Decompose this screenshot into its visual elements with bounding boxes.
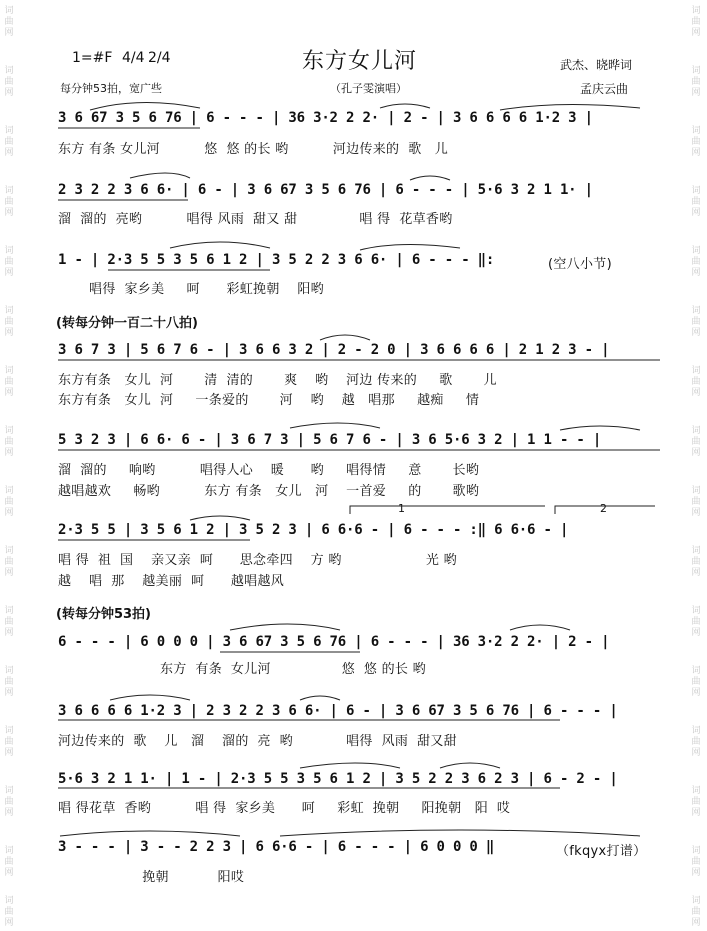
volta-bracket — [350, 506, 545, 514]
slur — [170, 242, 270, 248]
lyric-line: 唱得 家乡美 呵 彩虹挽朝 阳哟 — [58, 282, 324, 297]
notation-line: 3 6 7 3 | 5 6 7 6 - | 3 6 6 3 2 | 2 - 2 0 | 3 6 6 6 6 | 2 1 2 3 - | — [58, 342, 610, 358]
watermark-left: 词曲网 — [4, 726, 14, 758]
watermark-right: 词曲网 — [691, 426, 701, 458]
song-title: 东方女儿河 — [302, 49, 418, 74]
notation-line: 3 6 67 3 5 6 76 | 6 - - - | 36 3·2 2 2· | 2 - | 3 6 6 6 6 1·2 3 | — [58, 110, 593, 126]
notation-line: 3 6 6 6 6 1·2 3 | 2 3 2 2 3 6 6· | 6 - | 3 6 67 3 5 6 76 | 6 - - - | — [58, 703, 618, 719]
lyric-line: 越唱越欢 畅哟 东方 有条 女儿 河 一首爱 的 歌哟 — [58, 484, 480, 499]
volta-2-label: 2 — [600, 502, 607, 515]
watermark-right: 词曲网 — [691, 186, 701, 218]
watermark-left: 词曲网 — [4, 426, 14, 458]
repeat-instruction: (空八小节) — [548, 257, 612, 272]
watermark-right: 词曲网 — [691, 66, 701, 98]
lyric-line: 溜 溜的 亮哟 唱得 风雨 甜又 甜 唱 得 花草香哟 — [58, 212, 453, 227]
slur — [440, 763, 500, 768]
time-signature-1: 4/4 — [122, 50, 145, 66]
watermark-left: 词曲网 — [4, 606, 14, 638]
lyric-line: 唱 得花草 香哟 唱 得 家乡美 呵 彩虹 挽朝 阳挽朝 阳 哎 — [58, 801, 511, 816]
slur — [300, 696, 340, 700]
watermark-right: 词曲网 — [691, 6, 701, 38]
lyricist-credit: 武杰、晓晔词 — [560, 58, 633, 72]
composer-credit: 孟庆云曲 — [580, 82, 629, 96]
slur — [230, 624, 340, 630]
watermark-left: 词曲网 — [4, 66, 14, 98]
slur — [60, 831, 240, 836]
tempo-marking: 每分钟53拍，宽广些 — [60, 82, 162, 95]
notation-line: 1 - | 2·3 5 5 3 5 6 1 2 | 3 5 2 2 3 6 6· | 6 - - - ‖: — [58, 252, 495, 268]
slur — [130, 173, 190, 178]
watermark-left: 词曲网 — [4, 126, 14, 158]
slur — [320, 335, 370, 340]
slur — [280, 830, 640, 836]
watermark-right: 词曲网 — [691, 546, 701, 578]
slur — [190, 516, 250, 520]
notation-line: 6 - - - | 6 0 0 0 | 3 6 67 3 5 6 76 | 6 - - - | 36 3·2 2 2· | 2 - | — [58, 634, 610, 650]
watermark-left: 词曲网 — [4, 246, 14, 278]
watermark-right: 词曲网 — [691, 126, 701, 158]
watermark-right: 词曲网 — [691, 786, 701, 818]
watermark-left: 词曲网 — [4, 546, 14, 578]
notation-line: 2 3 2 2 3 6 6· | 6 - | 3 6 67 3 5 6 76 | 6 - - - | 5·6 3 2 1 1· | — [58, 182, 593, 198]
watermark-left: 词曲网 — [4, 846, 14, 878]
slur — [380, 104, 430, 108]
watermark-left: 词曲网 — [4, 486, 14, 518]
lyric-line: 唱 得 祖 国 亲又亲 呵 思念牵四 方 哟 光 哟 — [58, 553, 457, 568]
watermark-left: 词曲网 — [4, 666, 14, 698]
watermark-left: 词曲网 — [4, 186, 14, 218]
slur — [560, 426, 640, 430]
notation-line: 2·3 5 5 | 3 5 6 1 2 | 3 5 2 3 | 6 6·6 - | 6 - - - :‖ 6 6·6 - | — [58, 522, 569, 538]
key-signature: 1=#F — [72, 50, 113, 66]
watermark-right: 词曲网 — [691, 606, 701, 638]
slur — [410, 176, 450, 180]
notation-line: 3 - - - | 3 - - 2 2 3 | 6 6·6 - | 6 - - - | 6 0 0 0 ‖ — [58, 839, 495, 855]
lyric-line: 溜 溜的 响哟 唱得人心 暖 哟 唱得情 意 长哟 — [58, 463, 480, 478]
lyric-line: 东方有条 女儿 河 清 清的 爽 哟 河边 传来的 歌 儿 — [58, 373, 497, 388]
watermark-right: 词曲网 — [691, 486, 701, 518]
watermark-left: 词曲网 — [4, 306, 14, 338]
slur — [300, 763, 400, 768]
lyric-line: 越 唱 那 越美丽 呵 越唱越风 — [58, 574, 285, 589]
watermark-right: 词曲网 — [691, 366, 701, 398]
lyric-line: 挽朝 阳哎 — [58, 870, 245, 885]
lyric-line: 河边传来的 歌 儿 溜 溜的 亮 哟 唱得 风雨 甜又甜 — [58, 734, 457, 749]
tempo-change: (转每分钟一百二十八拍) — [56, 316, 198, 331]
slur — [290, 423, 380, 428]
watermark-right: 词曲网 — [691, 306, 701, 338]
volta-1-label: 1 — [398, 502, 405, 515]
watermark-right: 词曲网 — [691, 666, 701, 698]
time-signature-2: 2/4 — [148, 50, 171, 66]
watermark-right: 词曲网 — [691, 846, 701, 878]
notation-line: 5 3 2 3 | 6 6· 6 - | 3 6 7 3 | 5 6 7 6 - | 3 6 5·6 3 2 | 1 1 - - | — [58, 432, 602, 448]
slur — [510, 625, 570, 630]
slur — [360, 244, 460, 250]
lyric-line: 东方 有条 女儿河 悠 悠 的长 哟 河边传来的 歌 儿 — [58, 142, 449, 157]
watermark-left: 词曲网 — [4, 786, 14, 818]
performer-credit: （孔子雯演唱） — [330, 82, 407, 95]
tempo-change: (转每分钟53拍) — [56, 607, 151, 622]
watermark-right: 词曲网 — [691, 726, 701, 758]
notation-line: 5·6 3 2 1 1· | 1 - | 2·3 5 5 3 5 6 1 2 | 3 5 2 2 3 6 2 3 | 6 - 2 - | — [58, 771, 618, 787]
watermark-left: 词曲网 — [4, 6, 14, 38]
lyric-line: 东方 有条 女儿河 悠 悠 的长 哟 — [58, 662, 426, 677]
watermark-left: 词曲网 — [4, 896, 14, 928]
slur — [110, 695, 190, 700]
watermark-right: 词曲网 — [691, 246, 701, 278]
watermark-right: 词曲网 — [691, 896, 701, 928]
watermark-left: 词曲网 — [4, 366, 14, 398]
lyric-line: 东方有条 女儿 河 一条爱的 河 哟 越 唱那 越痴 情 — [58, 393, 480, 408]
transcriber-note: （fkqyx打谱） — [556, 844, 647, 859]
slur — [90, 102, 200, 110]
